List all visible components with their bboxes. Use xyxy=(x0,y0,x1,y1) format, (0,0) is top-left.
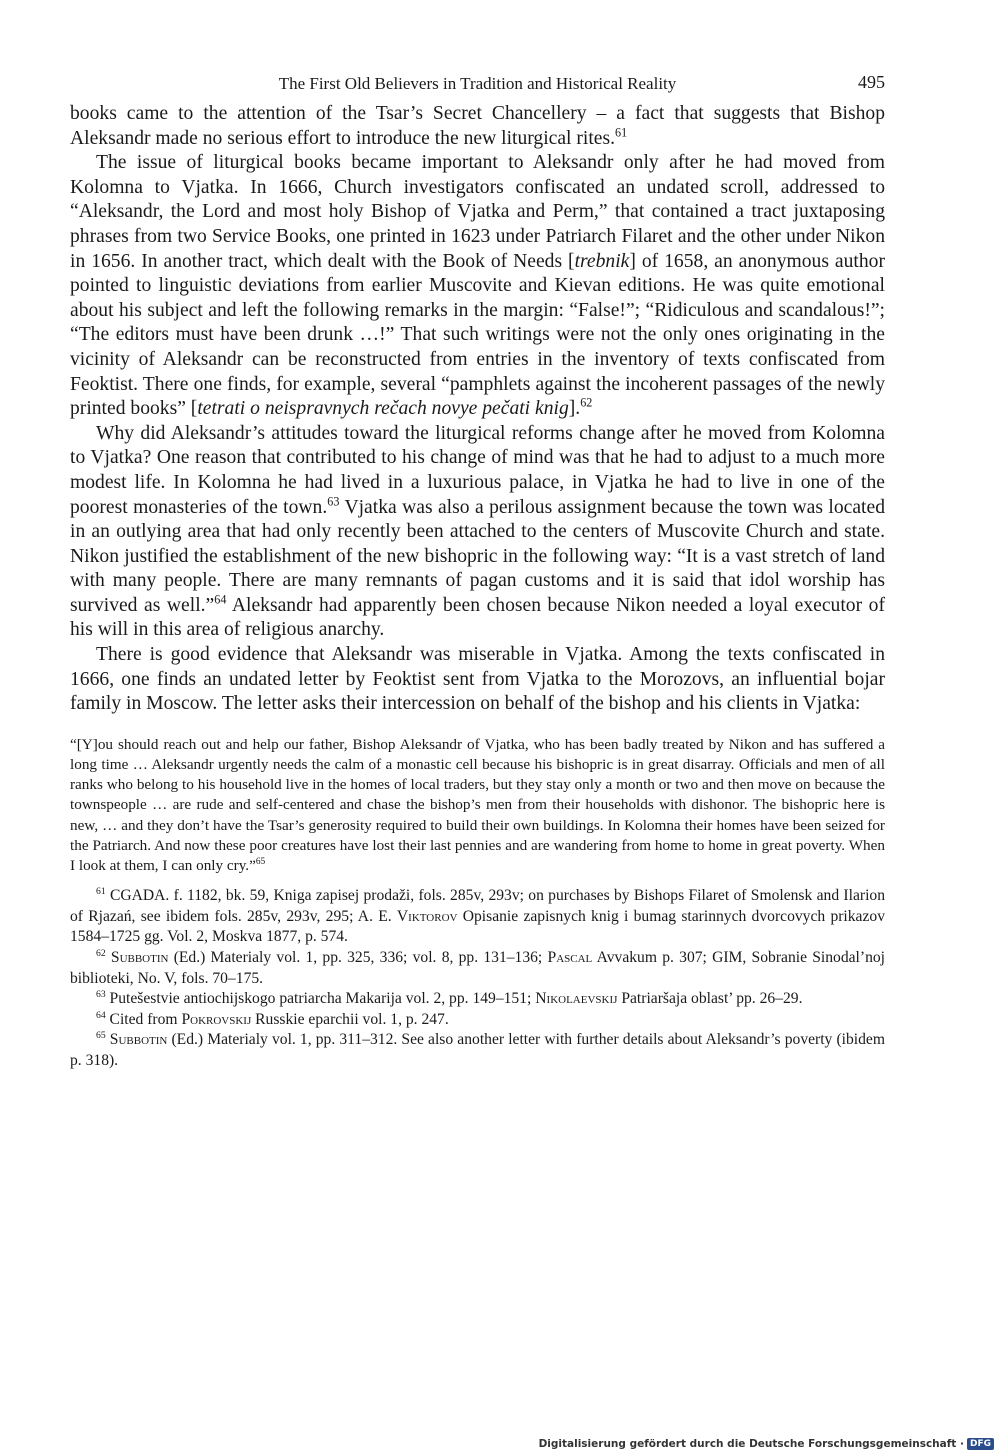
paragraph-2-text-a: The issue of liturgical books became important to Aleksandr only after he had moved from Kolomna to Vjatka. In 1666, Church investigators confiscated an undated scroll, addressed to “Aleksandr, the Lord and most holy Bishop of Vjatka and Perm,” that contained a tract juxtaposing phrases from two Service Books, one printed in 1623 under Patriarch Filaret and the other under Nikon in 1656. In another tract, which dealt with the Book of Needs [ xyxy=(70,152,885,272)
paragraph-2-text-c: ] of 1658, an anonymous author pointed to linguistic deviations from earlier Muscovite and Kievan editions. He was quite emotional about his subject and left the following remarks in the margin: “False!”; “Ridiculous and scandalous!”; “The editors must have been drunk …!” That such writings were not the only ones originating in the vicinity of Aleksandr can be reconstructed from entries in the inventory of texts confiscated from Feoktist. There one finds, for example, several “pamphlets against the incoherent passages of the newly printed books” [ xyxy=(70,250,885,420)
paragraph-2-italic-title: tetrati o neispravnych rečach novye pečati knig xyxy=(197,398,569,420)
footnote-text: Patriaršaja oblast’ pp. 26–29. xyxy=(617,990,803,1008)
footnote-number: 62 xyxy=(96,947,106,959)
footnote-ref-61: 61 xyxy=(615,125,628,140)
author-name: Subbotin xyxy=(105,1031,168,1049)
author-name: Pokrovskij xyxy=(181,1010,252,1028)
paragraph-3-text-a: Why did Aleksandr’s attitudes toward the liturgical reforms change after he moved from Kolomna to Vjatka? One reason that contributed to his change of mind was that he had to adjust to a much more modest life. In Kolomna he had lived in a luxurious palace, in Vjatka he had to live in one of the poorest monasteries of the town. xyxy=(70,422,885,518)
page-number: 495 xyxy=(858,72,885,92)
body-text xyxy=(70,102,885,717)
credit-text: Digitalisierung gefördert durch die Deutsche Forschungsgemeinschaft · xyxy=(538,1438,964,1450)
author-name: Subbotin xyxy=(105,949,169,967)
footnote-text: Putešestvie antiochijskogo patriarcha Makarija vol. 2, pp. 149–151; xyxy=(105,990,536,1008)
author-name: Nikolaevskij xyxy=(535,990,618,1008)
page xyxy=(70,68,885,1072)
dfg-logo: DFG xyxy=(967,1438,994,1450)
paragraph-2 xyxy=(70,151,885,422)
footnote-64 xyxy=(70,1010,885,1031)
footnote-text: Opisanie zapisnych knig i bumag starinnych dvorcovych prikazov 1584–1725 gg. Vol. 2, Moskva 1877, p. 574. xyxy=(70,907,885,946)
running-title: The First Old Believers in Tradition and Historical Reality xyxy=(278,74,677,93)
footnote-number: 65 xyxy=(96,1030,106,1042)
footnote-ref-62: 62 xyxy=(580,395,593,410)
paragraph-2-text-e: ]. xyxy=(568,398,581,420)
paragraph-4-text: There is good evidence that Aleksandr was miserable in Vjatka. Among the texts confiscated in 1666, one finds an undated letter by Feoktist sent from Vjatka to the Morozovs, an influential bojar family in Moscow. The letter asks their intercession on behalf of the bishop and his clients in Vjatka: xyxy=(70,644,885,715)
footnote-text: (Ed.) Materialy vol. 1, pp. 311–312. See also another letter with further details about Aleksandr’s poverty (ibidem p. 318). xyxy=(70,1031,885,1070)
footnote-text: Cited from xyxy=(105,1010,182,1028)
footnote-ref-65: 65 xyxy=(255,857,266,867)
author-name: Pascal xyxy=(547,949,593,967)
running-head xyxy=(70,68,885,102)
footnote-text: Avvakum p. 307; GIM, Sobranie Sinodal’noj biblioteki, No. V, fols. 70–175. xyxy=(70,949,885,987)
footnote-ref-63: 63 xyxy=(327,493,340,508)
footnote-number: 63 xyxy=(96,989,106,1001)
footnote-text: (Ed.) Materialy vol. 1, pp. 325, 336; vol. 8, pp. 131–136; xyxy=(168,949,548,967)
footnote-61 xyxy=(70,886,885,948)
paragraph-2-italic-trebnik: trebnik xyxy=(574,250,630,272)
paragraph-3 xyxy=(70,422,885,643)
footnote-number: 61 xyxy=(96,886,106,898)
footnotes xyxy=(70,886,885,1071)
paragraph-3-text-b: Vjatka was also a perilous assignment because the town was located in an outlying area that had only recently been attached to the centers of Muscovite Church and state. Nikon justified the establishment of the new bishopric in the following way: “It is a vast stretch of land with many people. There are many remnants of pagan customs and it is said that idol worship has survived as well.” xyxy=(70,496,885,616)
block-quote xyxy=(70,735,885,876)
footnote-63 xyxy=(70,989,885,1010)
block-quote-text: “[Y]ou should reach out and help our father, Bishop Aleksandr of Vjatka, who has been badly treated by Nikon and has suffered a long time … Aleksandr urgently needs the calm of a monastic cell because his bishopric is in great disarray. Officials and men of all ranks who belong to his household live in the homes of local traders, but they stay only a month or two and then move on because the townspeople … are rude and self-centered and chase the bishop’s men from their households with dishonor. The bishopric here is new, … and they don’t have the Tsar’s generosity required to build their own buildings. In Kolomna their homes have been seized for the Patriarch. And now these poor creatures have lost their last pennies and are wandering from home to home in great poverty. When I look at them, I can only cry.” xyxy=(70,735,885,875)
footnote-number: 64 xyxy=(96,1009,106,1021)
footnote-text: CGADA. f. 1182, bk. 59, Kniga zapisej prodaži, fols. 285v, 293v; on purchases by Bishops Filaret of Smolensk and Ilarion of Rjazań, see ibidem fols. 285v, 293v, 295; A. E. xyxy=(70,887,885,925)
footnote-62 xyxy=(70,948,885,989)
author-name: Viktorov xyxy=(396,907,458,925)
paragraph-1-text: books came to the attention of the Tsar’s Secret Chancellery – a fact that suggests that Bishop Aleksandr made no serious effort to introduce the new liturgical rites. xyxy=(70,103,885,149)
paragraph-1 xyxy=(70,102,885,151)
paragraph-3-text-c: Aleksandr had apparently been chosen because Nikon needed a loyal executor of his will in this area of religious anarchy. xyxy=(70,594,885,641)
digitization-credit xyxy=(539,1438,994,1450)
footnote-text: Russkie eparchii vol. 1, p. 247. xyxy=(251,1010,449,1028)
footnote-ref-64: 64 xyxy=(214,592,227,607)
paragraph-4 xyxy=(70,643,885,717)
footnote-65 xyxy=(70,1030,885,1071)
